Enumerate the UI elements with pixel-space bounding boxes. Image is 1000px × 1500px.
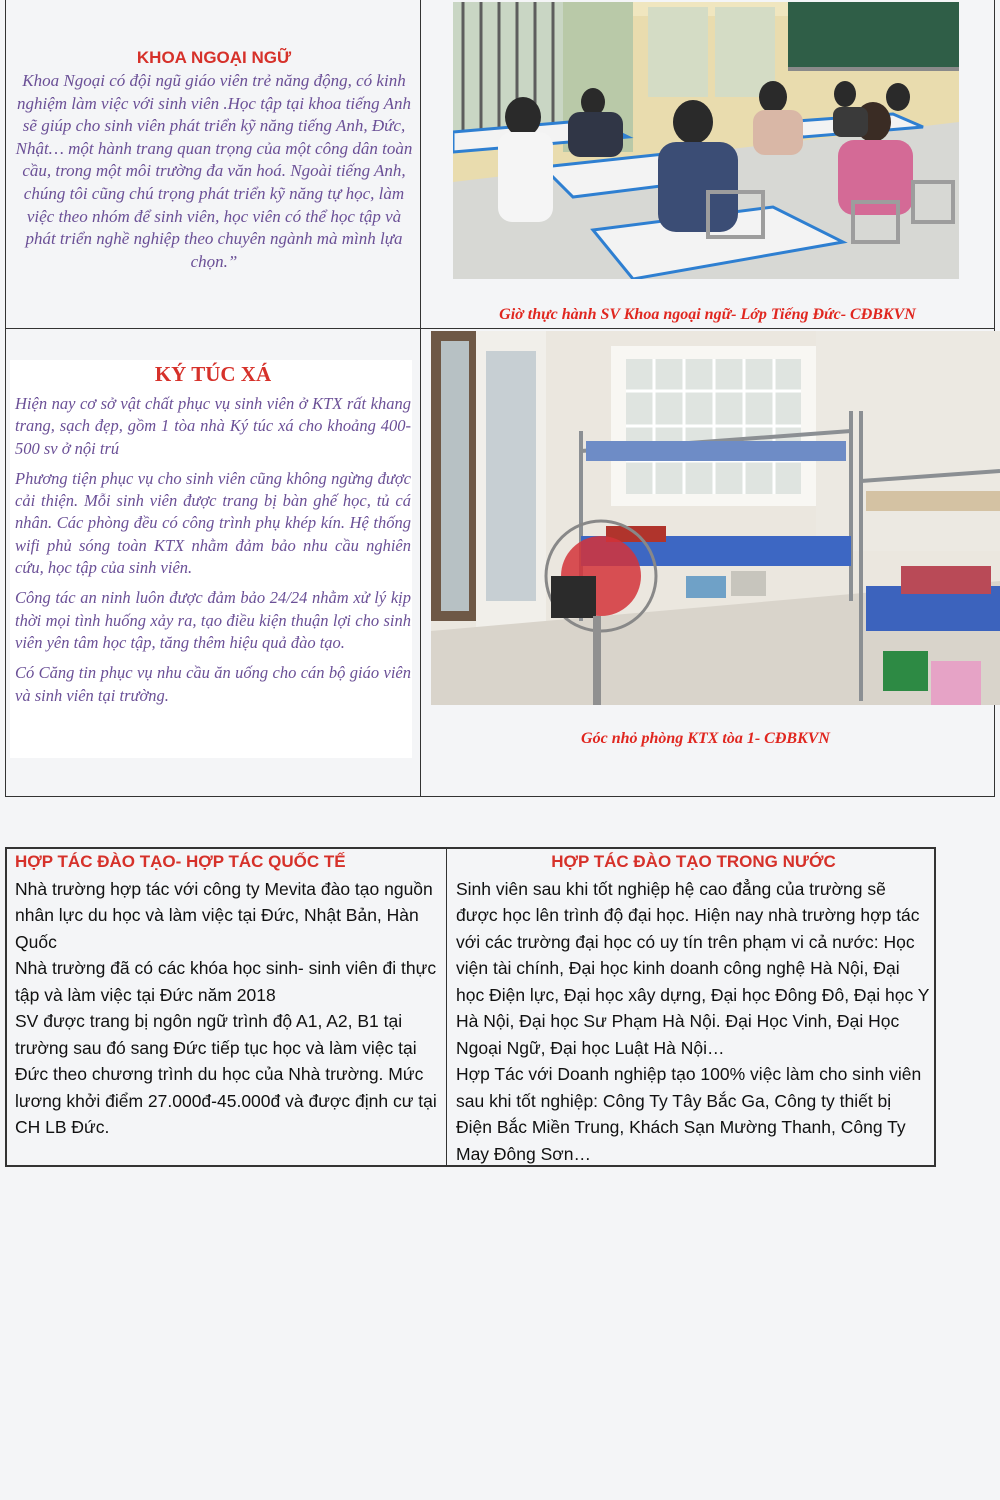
classroom-caption: Giờ thực hành SV Khoa ngoại ngữ- Lớp Tiếng Đức- CĐBKVN <box>499 306 916 323</box>
dorm-caption: Góc nhỏ phòng KTX tòa 1- CĐBKVN <box>581 730 830 747</box>
dorm-illustration <box>431 331 1000 705</box>
top-table-row-divider <box>5 328 995 329</box>
khoa-body: Khoa Ngoại có đội ngũ giáo viên trẻ năng động, có kinh nghiệm làm việc với sinh viên .Học tập tại khoa tiếng Anh sẽ giúp cho sinh viên phát triển kỹ năng tiếng Anh, Đức, Nhật… một hành trang quan trọng của một công dân toàn cầu, trong một môi trường đa văn hoá. Ngoài tiếng Anh, chúng tôi cũng chú trọng phát triển kỹ năng tự học, làm việc theo nhóm để sinh viên, học viên có thể học tập và phát triển nghề nghiệp theo chuyên ngành mà mình lựa chọn.” <box>15 71 413 271</box>
dorm-photo <box>431 331 1000 705</box>
ktx-paragraph-4: Có Căng tin phục vụ nhu cầu ăn uống cho cán bộ giáo viên và sinh viên tại trường. <box>15 663 411 705</box>
top-table-mid-divider <box>420 0 421 797</box>
khoa-title: KHOA NGOẠI NGỮ <box>136 48 292 67</box>
khoa-section <box>12 48 416 273</box>
domestic-line-2: Hợp Tác với Doanh nghiệp tạo 100% việc làm cho sinh viên sau khi tốt nghiệp: Công Ty Tây Bắc Ga, Công ty thiết bị Điện Bắc Miền Trung, Khách Sạn Mường Thanh, Công Ty May Đông Sơn… <box>456 1064 922 1164</box>
ktx-paragraph-3: Công tác an ninh luôn được đảm bảo 24/24 nhằm xử lý kịp thời mọi tình huống xảy ra, tạo điều kiện thuận lợi cho sinh viên yên tâm học tập, tăng thêm hiệu quả đào tạo. <box>15 588 411 652</box>
intl-title: HỢP TÁC ĐÀO TẠO- HỢP TÁC QUỐC TẾ <box>15 852 346 871</box>
intl-line-2: Nhà trường đã có các khóa học sinh- sinh viên đi thực tập và làm việc tại Đức năm 2018 <box>15 958 437 1005</box>
ktx-title: KÝ TÚC XÁ <box>154 362 272 386</box>
domestic-section <box>456 849 931 1167</box>
intl-line-1: Nhà trường hợp tác với công ty Mevita đào tạo nguồn nhân lực du học và làm việc tại Đức, Nhật Bản, Hàn Quốc <box>15 878 433 952</box>
bottom-table-divider <box>446 847 447 1167</box>
ktx-paragraph-2: Phương tiện phục vụ cho sinh viên cũng không ngừng được cải thiện. Mỗi sinh viên được trang bị bàn ghế học, tủ cá nhân. Các phòng đều có công trình phụ khép kín. Hệ thống wifi phủ sóng toàn KTX nhằm đảm bảo nhu cầu nghiên cứu, học tập của sinh viên. <box>15 468 411 578</box>
classroom-photo <box>453 2 959 279</box>
intl-section <box>15 849 440 1141</box>
intl-line-3: SV được trang bị ngôn ngữ trình độ A1, A2, B1 tại trường sau đó sang Đức tiếp tục học và làm việc tại Đức theo chương trình du học của Nhà trường. Mức lương khởi điểm 27.000đ-45.000đ và được định cư tại CH LB Đức. <box>15 1011 437 1137</box>
ktx-section <box>15 362 411 715</box>
domestic-line-1: Sinh viên sau khi tốt nghiệp hệ cao đẳng của trường sẽ được học lên trình độ đại học. Hiện nay nhà trường hợp tác với các trường đại học có uy tín trên phạm vi cả nước: Học viện tài chính, Đại học kinh doanh công nghệ Hà Nội, Đại học Điện lực, Đại học xây dựng, Đại học Đông Đô, Đại học Y Hà Nội, Đại học Sư Phạm Hà Nội. Đại Học Vinh, Đại Học Ngoại Ngữ, Đại học Luật Hà Nội… <box>456 878 930 1058</box>
classroom-illustration <box>453 2 959 279</box>
domestic-title: HỢP TÁC ĐÀO TẠO TRONG NƯỚC <box>551 852 836 871</box>
ktx-paragraph-1: Hiện nay cơ sở vật chất phục vụ sinh viên ở KTX rất khang trang, sạch đẹp, gồm 1 tòa nhà Ký túc xá cho khoảng 400-500 sv ở nội trú <box>15 394 411 458</box>
